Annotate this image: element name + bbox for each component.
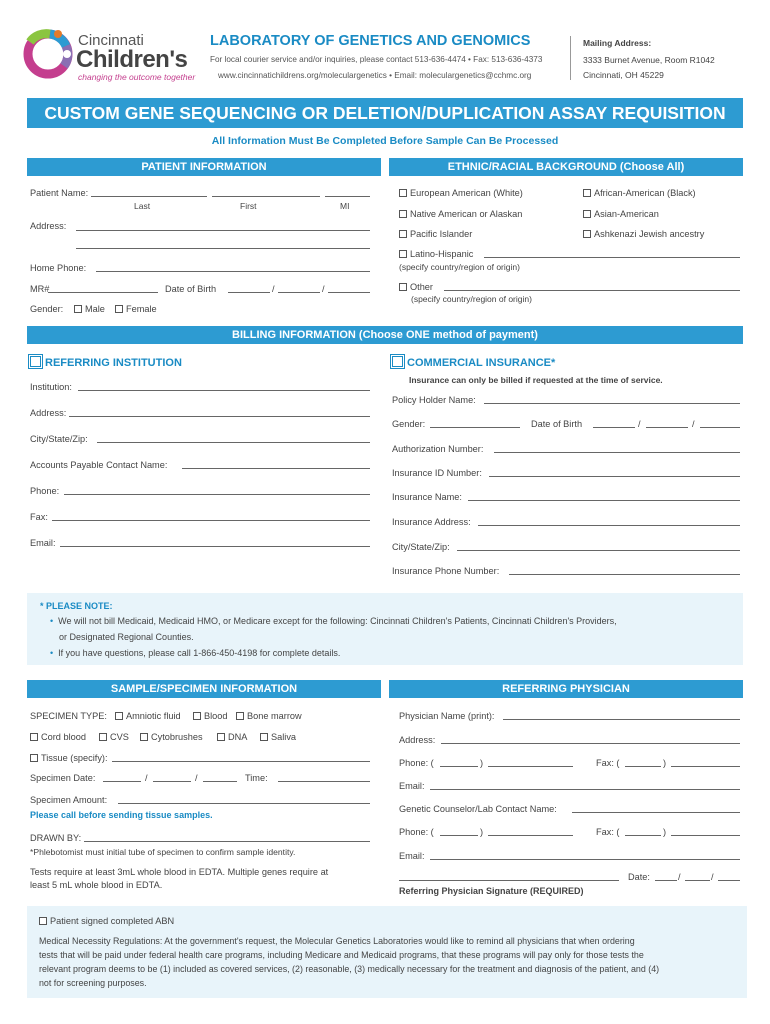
physician-address-label: Address: [399, 735, 436, 745]
male-checkbox[interactable] [74, 304, 105, 314]
other-specify-field[interactable] [444, 290, 740, 291]
checkbox-icon [217, 733, 225, 741]
counselor-phone-field[interactable] [488, 835, 573, 836]
logo-word-1: Cincinnati [78, 32, 144, 49]
necessity-line-2: tests that will be paid under federal health care programs, including Medicare and Medicaid programs, that these programs will pay only for those tests the [39, 950, 644, 960]
logo-tagline: changing the outcome together [78, 72, 196, 82]
note-text: If you have questions, please call 1-866-450-4198 for complete details. [58, 648, 341, 658]
address-field-2[interactable] [76, 248, 370, 249]
spec-date-sep-1: / [145, 773, 148, 783]
checkbox-icon [30, 754, 38, 762]
policy-holder-label: Policy Holder Name: [392, 395, 476, 405]
counselor-email-label: Email: [399, 851, 425, 861]
specimen-saliva[interactable] [260, 732, 296, 742]
ins-gender-field[interactable] [430, 427, 520, 428]
specimen-amount-label: Specimen Amount: [30, 795, 108, 805]
physician-name-field[interactable] [503, 719, 740, 720]
ins-gender-label: Gender: [392, 419, 426, 429]
first-label: First [240, 201, 257, 211]
specimen-cytobrushes[interactable] [140, 732, 203, 742]
dob-day-field[interactable] [278, 292, 320, 293]
contact-line: For local courier service and/or inquiries, please contact 513-636-4474 • Fax: 513-636-4373 [210, 55, 543, 64]
specimen-tissue[interactable] [30, 753, 108, 763]
billing-fax-field[interactable] [52, 520, 370, 521]
physician-address-field[interactable] [441, 743, 740, 744]
note-bullet-1 [50, 616, 617, 626]
checkbox-icon [399, 189, 407, 197]
billing-phone-field[interactable] [64, 494, 370, 495]
specimen-cord-blood[interactable] [30, 732, 86, 742]
ins-dob-month-field[interactable] [593, 427, 635, 428]
option-label: Tissue (specify): [41, 753, 108, 763]
signature-date-label: Date: [628, 872, 650, 882]
option-label: Blood [204, 711, 228, 721]
option-label: Amniotic fluid [126, 711, 181, 721]
address-label: Address: [30, 221, 67, 231]
sig-date-sep-2: / [711, 872, 714, 882]
logo-mark-icon [20, 24, 76, 82]
physician-fax-area[interactable] [625, 766, 661, 767]
option-label: Latino-Hispanic [410, 249, 474, 259]
option-label: Cytobrushes [151, 732, 203, 742]
note-bullet-1-cont: or Designated Regional Counties. [59, 632, 194, 642]
address-field-1[interactable] [76, 230, 370, 231]
checkbox-icon [30, 356, 41, 367]
checkbox-icon [583, 189, 591, 197]
specimen-date-label: Specimen Date: [30, 773, 96, 783]
physician-phone-area[interactable] [440, 766, 478, 767]
billing-csz-field[interactable] [97, 442, 370, 443]
commercial-label: COMMERCIAL INSURANCE* [407, 357, 556, 369]
tests-note-1: Tests require at least 3mL whole blood in EDTA. Multiple genes require at [30, 867, 329, 877]
bullet-icon: • [50, 648, 54, 658]
necessity-line-1: Medical Necessity Regulations: At the government's request, the Molecular Genetics Laboratories would like to remind all physicians that when ordering [39, 936, 635, 946]
billing-address-label: Address: [30, 408, 67, 418]
billing-csz-label: City/State/Zip: [30, 434, 88, 444]
dob-month-field[interactable] [228, 292, 270, 293]
specimen-dna[interactable] [217, 732, 247, 742]
option-label: DNA [228, 732, 248, 742]
counselor-fax-label: Fax: ( [596, 827, 620, 837]
checkbox-icon [140, 733, 148, 741]
ins-phone-field[interactable] [509, 574, 740, 575]
specimen-time-label: Time: [245, 773, 268, 783]
physician-phone-label: Phone: ( [399, 758, 434, 768]
checkbox-icon [74, 305, 82, 313]
option-label: Cord blood [41, 732, 86, 742]
ins-dob-day-field[interactable] [646, 427, 688, 428]
last-name-field[interactable] [91, 196, 207, 197]
specimen-amniotic[interactable] [115, 711, 181, 721]
specimen-bone-marrow[interactable] [236, 711, 302, 721]
option-label: Other [410, 282, 433, 292]
ins-dob-label: Date of Birth [531, 419, 583, 429]
last-label: Last [134, 201, 151, 211]
auth-number-field[interactable] [494, 452, 740, 453]
option-label: Asian-American [594, 209, 659, 219]
specimen-time-field[interactable] [278, 781, 370, 782]
signature-field[interactable] [399, 880, 619, 881]
auth-number-label: Authorization Number: [392, 444, 484, 454]
sig-date-sep-1: / [678, 872, 681, 882]
ap-contact-field[interactable] [182, 468, 370, 469]
latino-specify-field[interactable] [484, 257, 740, 258]
institution-field[interactable] [78, 390, 370, 391]
billing-address-field[interactable] [69, 416, 370, 417]
specimen-date-day[interactable] [153, 781, 191, 782]
ethnic-option-latino[interactable] [399, 249, 473, 259]
abn-checkbox[interactable] [39, 916, 174, 926]
referring-institution-option[interactable] [30, 356, 182, 369]
option-label: CVS [110, 732, 129, 742]
policy-holder-field[interactable] [484, 403, 740, 404]
checkbox-icon [583, 230, 591, 238]
counselor-label: Genetic Counselor/Lab Contact Name: [399, 804, 557, 814]
commercial-insurance-option[interactable] [392, 356, 555, 369]
mr-field[interactable] [48, 292, 158, 293]
dob-label: Date of Birth [165, 284, 217, 294]
latino-note: (specify country/region of origin) [399, 262, 520, 272]
checkbox-icon [236, 712, 244, 720]
other-note: (specify country/region of origin) [411, 294, 532, 304]
ins-phone-label: Insurance Phone Number: [392, 566, 500, 576]
note-title: * PLEASE NOTE: [40, 601, 113, 611]
note-bullet-2 [50, 648, 340, 658]
ref-inst-label: REFERRING INSTITUTION [45, 357, 182, 369]
specimen-cvs[interactable] [99, 732, 129, 742]
bullet-icon: • [50, 616, 54, 626]
option-label: Saliva [271, 732, 297, 742]
specimen-blood[interactable] [193, 711, 228, 721]
ethnic-option-ashkenazi[interactable] [583, 229, 704, 239]
form-title: CUSTOM GENE SEQUENCING OR DELETION/DUPLICATION ASSAY REQUISITION [27, 98, 743, 128]
phone-paren: ) [480, 758, 484, 768]
dob-sep-2: / [322, 284, 325, 294]
ins-dob-year-field[interactable] [700, 427, 740, 428]
mailing-address-1: 3333 Burnet Avenue, Room R1042 [583, 55, 715, 65]
home-phone-label: Home Phone: [30, 263, 87, 273]
necessity-line-4: not for screening purposes. [39, 978, 147, 988]
institution-label: Institution: [30, 382, 72, 392]
checkbox-icon [260, 733, 268, 741]
drawn-by-label: DRAWN BY: [30, 833, 82, 843]
first-name-field[interactable] [212, 196, 320, 197]
billing-email-field[interactable] [60, 546, 370, 547]
ins-csz-label: City/State/Zip: [392, 542, 450, 552]
phlebotomist-note: *Phlebotomist must initial tube of specimen to confirm sample identity. [30, 847, 296, 857]
specimen-date-month[interactable] [103, 781, 141, 782]
billing-email-label: Email: [30, 538, 56, 548]
checkbox-icon [399, 230, 407, 238]
ethnic-heading: ETHNIC/RACIAL BACKGROUND (Choose All) [389, 158, 743, 176]
tissue-call-note: Please call before sending tissue samples. [30, 810, 213, 820]
option-label: European American (White) [410, 188, 523, 198]
ethnic-option-other[interactable] [399, 282, 433, 292]
ethnic-option-pacific[interactable] [399, 229, 472, 239]
option-label: Ashkenazi Jewish ancestry [594, 229, 705, 239]
insurance-note: Insurance can only be billed if requested at the time of service. [409, 375, 663, 385]
mr-label: MR# [30, 284, 50, 294]
ethnic-option-european[interactable] [399, 188, 523, 198]
spec-date-sep-2: / [195, 773, 198, 783]
ins-id-label: Insurance ID Number: [392, 468, 482, 478]
mi-label: MI [340, 201, 350, 211]
ethnic-option-african[interactable] [583, 188, 696, 198]
specimen-heading: SAMPLE/SPECIMEN INFORMATION [27, 680, 381, 698]
fax-paren: ) [663, 827, 667, 837]
fax-paren: ) [663, 758, 667, 768]
checkbox-icon [99, 733, 107, 741]
note-text: We will not bill Medicaid, Medicaid HMO, or Medicare except for the following: Cincinnati Children's Patients, Cincinnati Children's Providers, [58, 616, 617, 626]
physician-email-label: Email: [399, 781, 425, 791]
counselor-fax-field[interactable] [671, 835, 740, 836]
logo [20, 22, 200, 84]
specimen-type-label: SPECIMEN TYPE: [30, 711, 107, 721]
checkbox-icon [399, 283, 407, 291]
option-label: Native American or Alaskan [410, 209, 523, 219]
ap-contact-label: Accounts Payable Contact Name: [30, 460, 168, 470]
counselor-phone-area[interactable] [440, 835, 478, 836]
signature-date-year[interactable] [718, 880, 740, 881]
billing-fax-label: Fax: [30, 512, 48, 522]
counselor-phone-label: Phone: ( [399, 827, 434, 837]
checkbox-icon [392, 356, 403, 367]
dob-sep-1: / [272, 284, 275, 294]
mailing-address-2: Cincinnati, OH 45229 [583, 70, 664, 80]
physician-phone-field[interactable] [488, 766, 573, 767]
counselor-fax-area[interactable] [625, 835, 661, 836]
signature-label: Referring Physician Signature (REQUIRED) [399, 886, 584, 896]
logo-word-2: Children's [76, 46, 188, 73]
checkbox-icon [115, 305, 123, 313]
billing-heading: BILLING INFORMATION (Choose ONE method of payment) [27, 326, 743, 344]
checkbox-icon [30, 733, 38, 741]
ins-name-field[interactable] [468, 500, 740, 501]
ethnic-option-native[interactable] [399, 209, 522, 219]
option-label: African-American (Black) [594, 188, 696, 198]
option-label: Pacific Islander [410, 229, 473, 239]
patient-name-label: Patient Name: [30, 188, 89, 198]
mi-field[interactable] [325, 196, 370, 197]
ins-dob-sep-1: / [638, 419, 641, 429]
physician-email-field[interactable] [430, 789, 740, 790]
ins-address-label: Insurance Address: [392, 517, 471, 527]
patient-info-heading: PATIENT INFORMATION [27, 158, 381, 176]
necessity-line-3: relevant program deems to be (1) included as covered services, (2) reasonable, (3) medically necessary for the treatment and diagnosis of the patient, and (4) [39, 964, 660, 974]
checkbox-icon [193, 712, 201, 720]
female-label: Female [126, 304, 157, 314]
billing-phone-label: Phone: [30, 486, 60, 496]
home-phone-field[interactable] [96, 271, 370, 272]
ins-dob-sep-2: / [692, 419, 695, 429]
signature-date-month[interactable] [655, 880, 677, 881]
drawn-by-field[interactable] [84, 841, 370, 842]
checkbox-icon [115, 712, 123, 720]
web-line: www.cincinnatichildrens.org/moleculargenetics • Email: moleculargenetics@cchmc.org [218, 71, 532, 80]
completion-notice: All Information Must Be Completed Before Sample Can Be Processed [211, 135, 559, 147]
tissue-specify-field[interactable] [112, 761, 370, 762]
ethnic-option-asian[interactable] [583, 209, 659, 219]
abn-label: Patient signed completed ABN [50, 916, 175, 926]
checkbox-icon [399, 210, 407, 218]
specimen-date-year[interactable] [203, 781, 237, 782]
checkbox-icon [399, 250, 407, 258]
signature-date-day[interactable] [685, 880, 710, 881]
physician-fax-label: Fax: ( [596, 758, 620, 768]
checkbox-icon [583, 210, 591, 218]
checkbox-icon [39, 917, 47, 925]
mailing-label: Mailing Address: [583, 38, 652, 48]
dob-year-field[interactable] [328, 292, 370, 293]
ins-csz-field[interactable] [457, 550, 740, 551]
specimen-amount-field[interactable] [118, 803, 370, 804]
header-divider [570, 36, 571, 80]
gender-label: Gender: [30, 304, 64, 314]
phone-paren: ) [480, 827, 484, 837]
counselor-field[interactable] [572, 812, 740, 813]
ins-address-field[interactable] [478, 525, 740, 526]
counselor-email-field[interactable] [430, 859, 740, 860]
ins-name-label: Insurance Name: [392, 492, 462, 502]
ins-id-field[interactable] [489, 476, 740, 477]
option-label: Bone marrow [247, 711, 302, 721]
tests-note-2: least 5 mL whole blood in EDTA. [30, 880, 163, 890]
physician-fax-field[interactable] [671, 766, 740, 767]
female-checkbox[interactable] [115, 304, 157, 314]
lab-title: LABORATORY OF GENETICS AND GENOMICS [210, 33, 531, 49]
physician-heading: REFERRING PHYSICIAN [389, 680, 743, 698]
male-label: Male [85, 304, 105, 314]
physician-name-label: Physician Name (print): [399, 711, 495, 721]
